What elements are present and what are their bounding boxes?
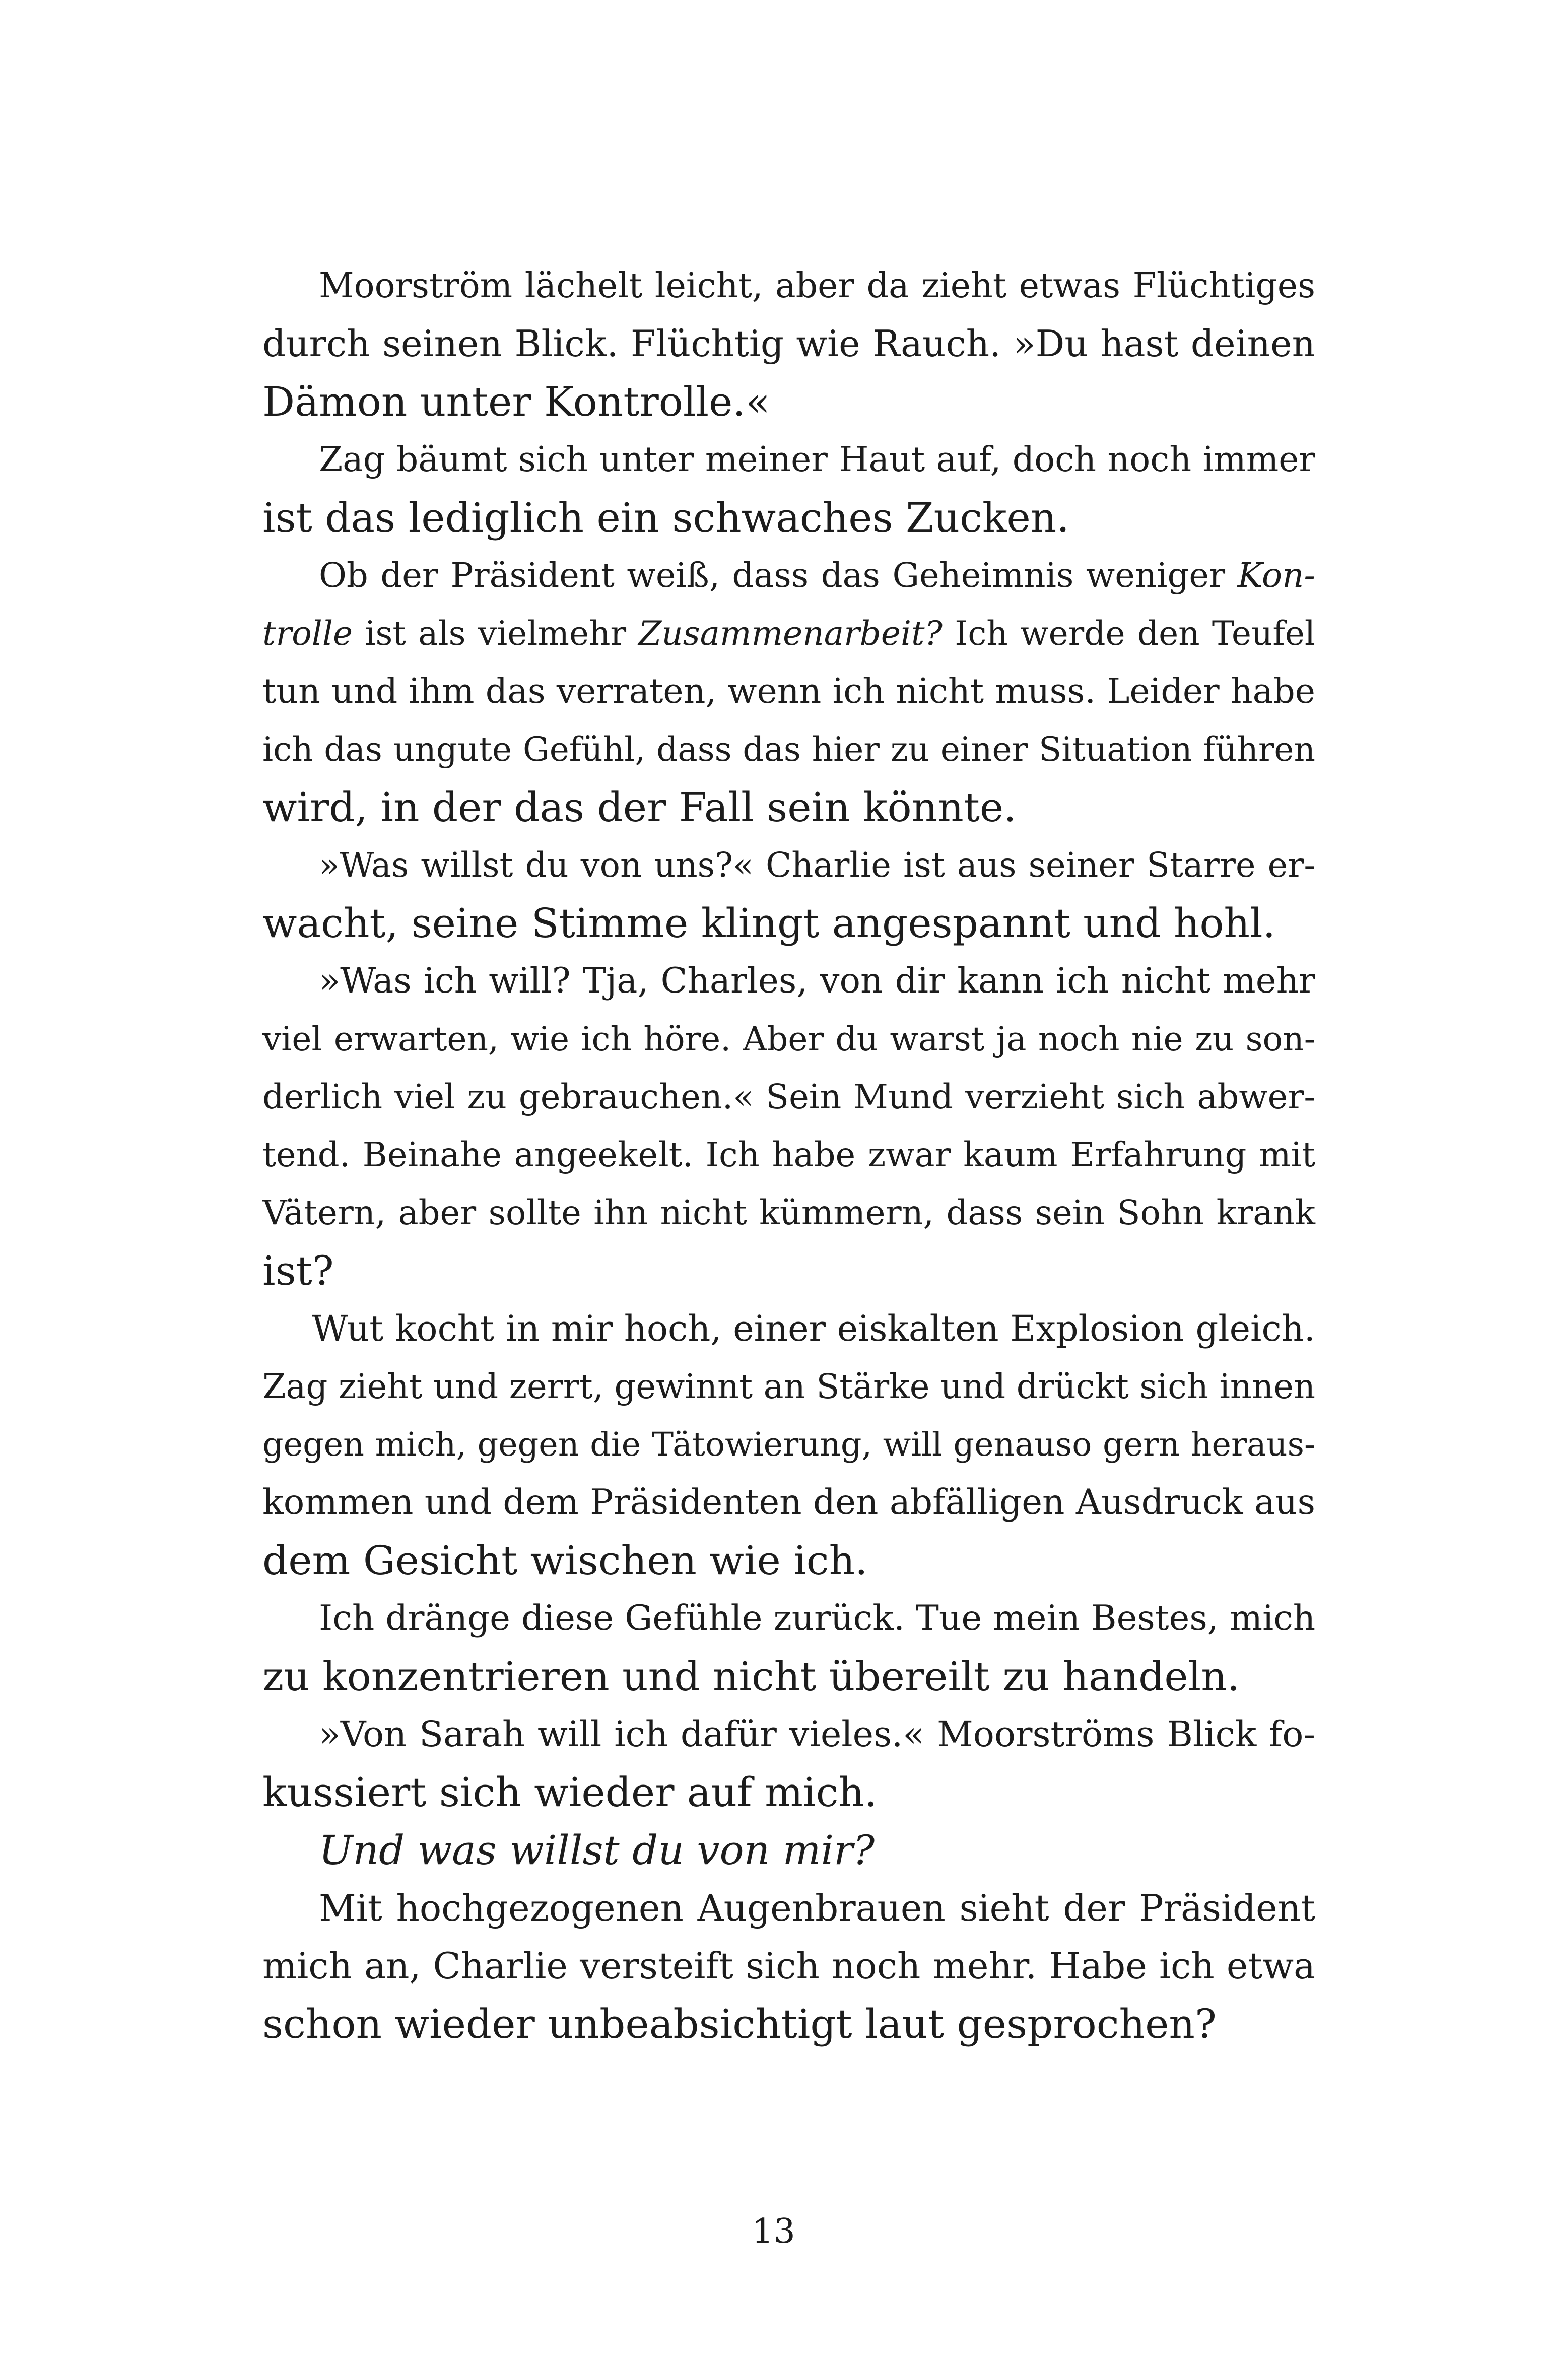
text-line: Wut kocht in mir hoch, einer eiskalten Explosion gleich. bbox=[312, 1308, 1315, 1349]
text-line: derlich viel zu gebrauchen.« Sein Mund verzieht sich abwer- bbox=[262, 1077, 1315, 1116]
text-line: durch seinen Blick. Flüchtig wie Rauch. »Du hast deinen bbox=[262, 322, 1315, 365]
text-line bbox=[262, 605, 1315, 663]
italic-text: Und was willst du von mir? bbox=[319, 1827, 875, 1874]
text-line: Dämon unter Kontrolle.« bbox=[262, 378, 770, 425]
text-run: Ich werde den Teufel bbox=[942, 614, 1315, 653]
text-line: »Was willst du von uns?« Charlie ist aus seiner Starre er- bbox=[319, 845, 1315, 885]
text-line: Moorström lächelt leicht, aber da zieht etwas Flüchtiges bbox=[319, 266, 1315, 306]
text-line: tend. Beinahe angeekelt. Ich habe zwar kaum Erfahrung mit bbox=[262, 1135, 1315, 1174]
text-line: mich an, Charlie versteift sich noch mehr. Habe ich etwa bbox=[262, 1945, 1315, 1987]
text-line: wacht, seine Stimme klingt angespannt und hohl. bbox=[262, 900, 1276, 947]
text-line: Mit hochgezogenen Augenbrauen sieht der Präsident bbox=[319, 1887, 1315, 1929]
body-text bbox=[262, 257, 1315, 2053]
text-line: viel erwarten, wie ich höre. Aber du warst ja noch nie zu son- bbox=[262, 1020, 1315, 1059]
text-line: ist das lediglich ein schwaches Zucken. bbox=[262, 494, 1069, 541]
text-line: ist? bbox=[262, 1247, 334, 1294]
text-run: ist als vielmehr bbox=[353, 614, 639, 653]
page-number: 13 bbox=[752, 2212, 795, 2252]
text-line: wird, in der das der Fall sein könnte. bbox=[262, 784, 1017, 831]
italic-text: Zusammenarbeit? bbox=[638, 614, 943, 653]
text-line: Zag bäumt sich unter meiner Haut auf, doch noch immer bbox=[319, 440, 1315, 480]
italic-text: trolle bbox=[262, 614, 353, 653]
text-line: schon wieder unbeabsichtigt laut gesprochen? bbox=[262, 2001, 1217, 2047]
text-line: »Was ich will? Tja, Charles, von dir kann ich nicht mehr bbox=[319, 961, 1315, 1001]
text-line: dem Gesicht wischen wie ich. bbox=[262, 1537, 868, 1584]
text-line: Vätern, aber sollte ihn nicht kümmern, dass sein Sohn krank bbox=[262, 1193, 1315, 1232]
text-line: Zag zieht und zerrt, gewinnt an Stärke und drückt sich innen bbox=[262, 1367, 1315, 1406]
text-line: ich das ungute Gefühl, dass das hier zu einer Situation führen bbox=[262, 730, 1315, 769]
text-line: zu konzentrieren und nicht übereilt zu handeln. bbox=[262, 1653, 1240, 1700]
text-line bbox=[262, 547, 1315, 605]
italic-text: Kon- bbox=[1237, 556, 1315, 595]
text-line: kommen und dem Präsidenten den abfälligen Ausdruck aus bbox=[262, 1482, 1315, 1523]
text-line: tun und ihm das verraten, wenn ich nicht muss. Leider habe bbox=[262, 672, 1315, 711]
text-run: Ob der Präsident weiß, dass das Geheimnis weniger bbox=[319, 556, 1238, 595]
text-line: Ich dränge diese Gefühle zurück. Tue mein Bestes, mich bbox=[319, 1598, 1316, 1638]
text-line: kussiert sich wieder auf mich. bbox=[262, 1769, 878, 1816]
text-line bbox=[262, 1821, 1315, 1879]
text-line: gegen mich, gegen die Tätowierung, will genauso gern heraus- bbox=[262, 1426, 1315, 1464]
text-line: »Von Sarah will ich dafür vieles.« Moorströms Blick fo- bbox=[319, 1713, 1315, 1755]
